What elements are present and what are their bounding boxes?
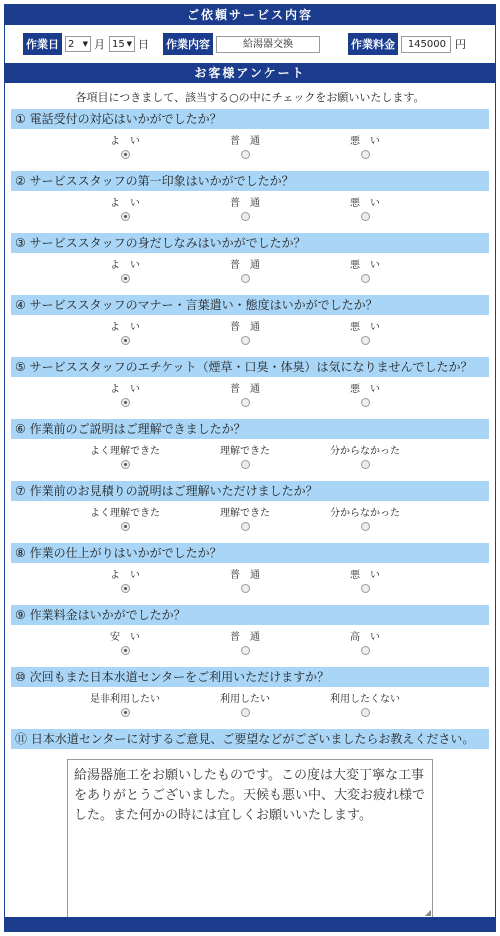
option-label: よ い xyxy=(110,384,140,395)
question-7: ⑦ 作業前のお見積りの説明はご理解いただけましたか？ xyxy=(11,481,489,501)
option-label: よ い xyxy=(110,570,140,581)
question-6-options xyxy=(5,439,495,481)
work-label: 作業内容 xyxy=(163,33,213,55)
option-label: 分からなかった xyxy=(330,508,400,519)
option-label: 利用したくない xyxy=(330,694,400,705)
date-label: 作業日 xyxy=(23,33,62,55)
radio-button[interactable] xyxy=(241,274,250,283)
survey-header: お客様アンケート xyxy=(5,63,495,83)
radio-option[interactable] xyxy=(305,439,425,481)
radio-button[interactable] xyxy=(361,584,370,593)
radio-button[interactable] xyxy=(121,460,130,469)
radio-button[interactable] xyxy=(121,522,130,531)
day-select[interactable] xyxy=(109,36,135,52)
radio-option[interactable] xyxy=(305,563,425,605)
radio-option[interactable] xyxy=(185,439,305,481)
option-label: 安 い xyxy=(110,632,140,643)
radio-button[interactable] xyxy=(361,460,370,469)
radio-option[interactable] xyxy=(185,687,305,729)
radio-option[interactable] xyxy=(65,625,185,667)
day-value: 15 xyxy=(112,38,125,50)
option-label: 悪 い xyxy=(350,136,380,147)
radio-option[interactable] xyxy=(65,129,185,171)
radio-button[interactable] xyxy=(361,708,370,717)
radio-button[interactable] xyxy=(361,522,370,531)
option-label: 悪 い xyxy=(350,570,380,581)
option-label: 悪 い xyxy=(350,322,380,333)
radio-option[interactable] xyxy=(305,129,425,171)
radio-option[interactable] xyxy=(185,625,305,667)
radio-button[interactable] xyxy=(241,398,250,407)
fee-label: 作業料金 xyxy=(348,33,398,55)
question-2-options xyxy=(5,191,495,233)
option-label: 普 通 xyxy=(230,198,260,209)
radio-option[interactable] xyxy=(185,377,305,419)
day-unit: 日 xyxy=(138,38,149,51)
radio-button[interactable] xyxy=(121,398,130,407)
radio-option[interactable] xyxy=(305,191,425,233)
radio-option[interactable] xyxy=(305,377,425,419)
radio-option[interactable] xyxy=(185,563,305,605)
question-8-options xyxy=(5,563,495,605)
radio-option[interactable] xyxy=(65,439,185,481)
radio-option[interactable] xyxy=(65,253,185,295)
question-7-options xyxy=(5,501,495,543)
option-label: よく理解できた xyxy=(90,446,160,457)
option-label: 悪 い xyxy=(350,198,380,209)
chevron-down-icon: ▼ xyxy=(126,40,132,48)
question-10-options xyxy=(5,687,495,729)
option-label: 利用したい xyxy=(220,694,270,705)
radio-button[interactable] xyxy=(241,646,250,655)
radio-button[interactable] xyxy=(121,274,130,283)
service-row xyxy=(5,25,495,63)
radio-option[interactable] xyxy=(65,377,185,419)
radio-button[interactable] xyxy=(121,150,130,159)
radio-button[interactable] xyxy=(241,150,250,159)
radio-button[interactable] xyxy=(361,274,370,283)
option-label: よ い xyxy=(110,198,140,209)
option-label: 理解できた xyxy=(220,508,270,519)
option-label: 普 通 xyxy=(230,570,260,581)
radio-option[interactable] xyxy=(185,129,305,171)
radio-button[interactable] xyxy=(241,522,250,531)
radio-button[interactable] xyxy=(361,212,370,221)
option-label: よ い xyxy=(110,260,140,271)
radio-button[interactable] xyxy=(241,336,250,345)
radio-button[interactable] xyxy=(121,708,130,717)
fee-unit: 円 xyxy=(455,38,466,51)
question-4: ④ サービススタッフのマナー・言葉遣い・態度はいかがでしたか？ xyxy=(11,295,489,315)
option-label: 普 通 xyxy=(230,136,260,147)
question-5-options xyxy=(5,377,495,419)
option-label: よ い xyxy=(110,322,140,333)
radio-button[interactable] xyxy=(241,584,250,593)
radio-option[interactable] xyxy=(185,501,305,543)
footer-band xyxy=(5,917,495,931)
radio-button[interactable] xyxy=(121,584,130,593)
question-6: ⑥ 作業前のご説明はご理解できましたか？ xyxy=(11,419,489,439)
work-field[interactable]: 給湯器交換 xyxy=(216,36,320,53)
radio-option[interactable] xyxy=(305,315,425,357)
question-9-options xyxy=(5,625,495,667)
radio-button[interactable] xyxy=(241,708,250,717)
month-select[interactable] xyxy=(65,36,91,52)
radio-button[interactable] xyxy=(361,398,370,407)
option-label: 普 通 xyxy=(230,632,260,643)
radio-option[interactable] xyxy=(305,501,425,543)
radio-button[interactable] xyxy=(361,150,370,159)
radio-button[interactable] xyxy=(361,336,370,345)
radio-option[interactable] xyxy=(185,253,305,295)
radio-button[interactable] xyxy=(121,336,130,345)
question-8: ⑧ 作業の仕上がりはいかがでしたか？ xyxy=(11,543,489,563)
option-label: 分からなかった xyxy=(330,446,400,457)
radio-button[interactable] xyxy=(241,460,250,469)
radio-button[interactable] xyxy=(121,212,130,221)
radio-option[interactable] xyxy=(305,253,425,295)
question-1: ① 電話受付の対応はいかがでしたか？ xyxy=(11,109,489,129)
option-label: 高 い xyxy=(350,632,380,643)
radio-option[interactable] xyxy=(185,315,305,357)
option-label: 普 通 xyxy=(230,322,260,333)
question-3: ③ サービススタッフの身だしなみはいかがでしたか？ xyxy=(11,233,489,253)
comment-text: 給湯器施工をお願いしたものです。この度は大変丁寧な工事をありがとうございました。天候も悪い中、大変お疲れ様でした。また何かの時には宜しくお願いいたします。 xyxy=(74,768,426,823)
radio-button[interactable] xyxy=(241,212,250,221)
option-label: 普 通 xyxy=(230,260,260,271)
chevron-down-icon: ▼ xyxy=(82,40,88,48)
question-4-options xyxy=(5,315,495,357)
option-label: よく理解できた xyxy=(90,508,160,519)
option-label: 理解できた xyxy=(220,446,270,457)
option-label: よ い xyxy=(110,136,140,147)
radio-button[interactable] xyxy=(361,646,370,655)
radio-button[interactable] xyxy=(121,646,130,655)
survey-intro: 各項目につきまして、該当する○の中にチェックをお願いいたします。 xyxy=(75,91,425,104)
radio-option[interactable] xyxy=(305,687,425,729)
radio-option[interactable] xyxy=(185,191,305,233)
radio-option[interactable] xyxy=(65,687,185,729)
survey-form xyxy=(4,4,496,932)
radio-option[interactable] xyxy=(65,191,185,233)
question-3-options xyxy=(5,253,495,295)
question-9: ⑨ 作業料金はいかがでしたか？ xyxy=(11,605,489,625)
service-header: ご依頼サービス内容 xyxy=(5,5,495,25)
radio-option[interactable] xyxy=(65,501,185,543)
comment-textarea[interactable] xyxy=(67,759,433,925)
fee-field[interactable]: 145000 xyxy=(401,36,451,53)
question-10: ⑩ 次回もまた日本水道センターをご利用いただけますか？ xyxy=(11,667,489,687)
option-label: 普 通 xyxy=(230,384,260,395)
comment-container xyxy=(5,749,495,926)
comment-question: ⑪ 日本水道センターに対するご意見、ご要望などがございましたらお教えください。 xyxy=(11,729,489,749)
question-list xyxy=(5,109,495,729)
option-label: 悪 い xyxy=(350,260,380,271)
question-5: ⑤ サービススタッフのエチケット（煙草・口臭・体臭）は気になりませんでしたか？ xyxy=(11,357,489,377)
option-label: 是非利用したい xyxy=(90,694,160,705)
radio-option[interactable] xyxy=(65,315,185,357)
month-unit: 月 xyxy=(94,38,105,51)
month-value: 2 xyxy=(68,38,75,50)
option-label: 悪 い xyxy=(350,384,380,395)
question-2: ② サービススタッフの第一印象はいかがでしたか？ xyxy=(11,171,489,191)
question-1-options xyxy=(5,129,495,171)
resize-handle-icon[interactable]: ◢ xyxy=(424,908,431,917)
radio-option[interactable] xyxy=(65,563,185,605)
radio-option[interactable] xyxy=(305,625,425,667)
